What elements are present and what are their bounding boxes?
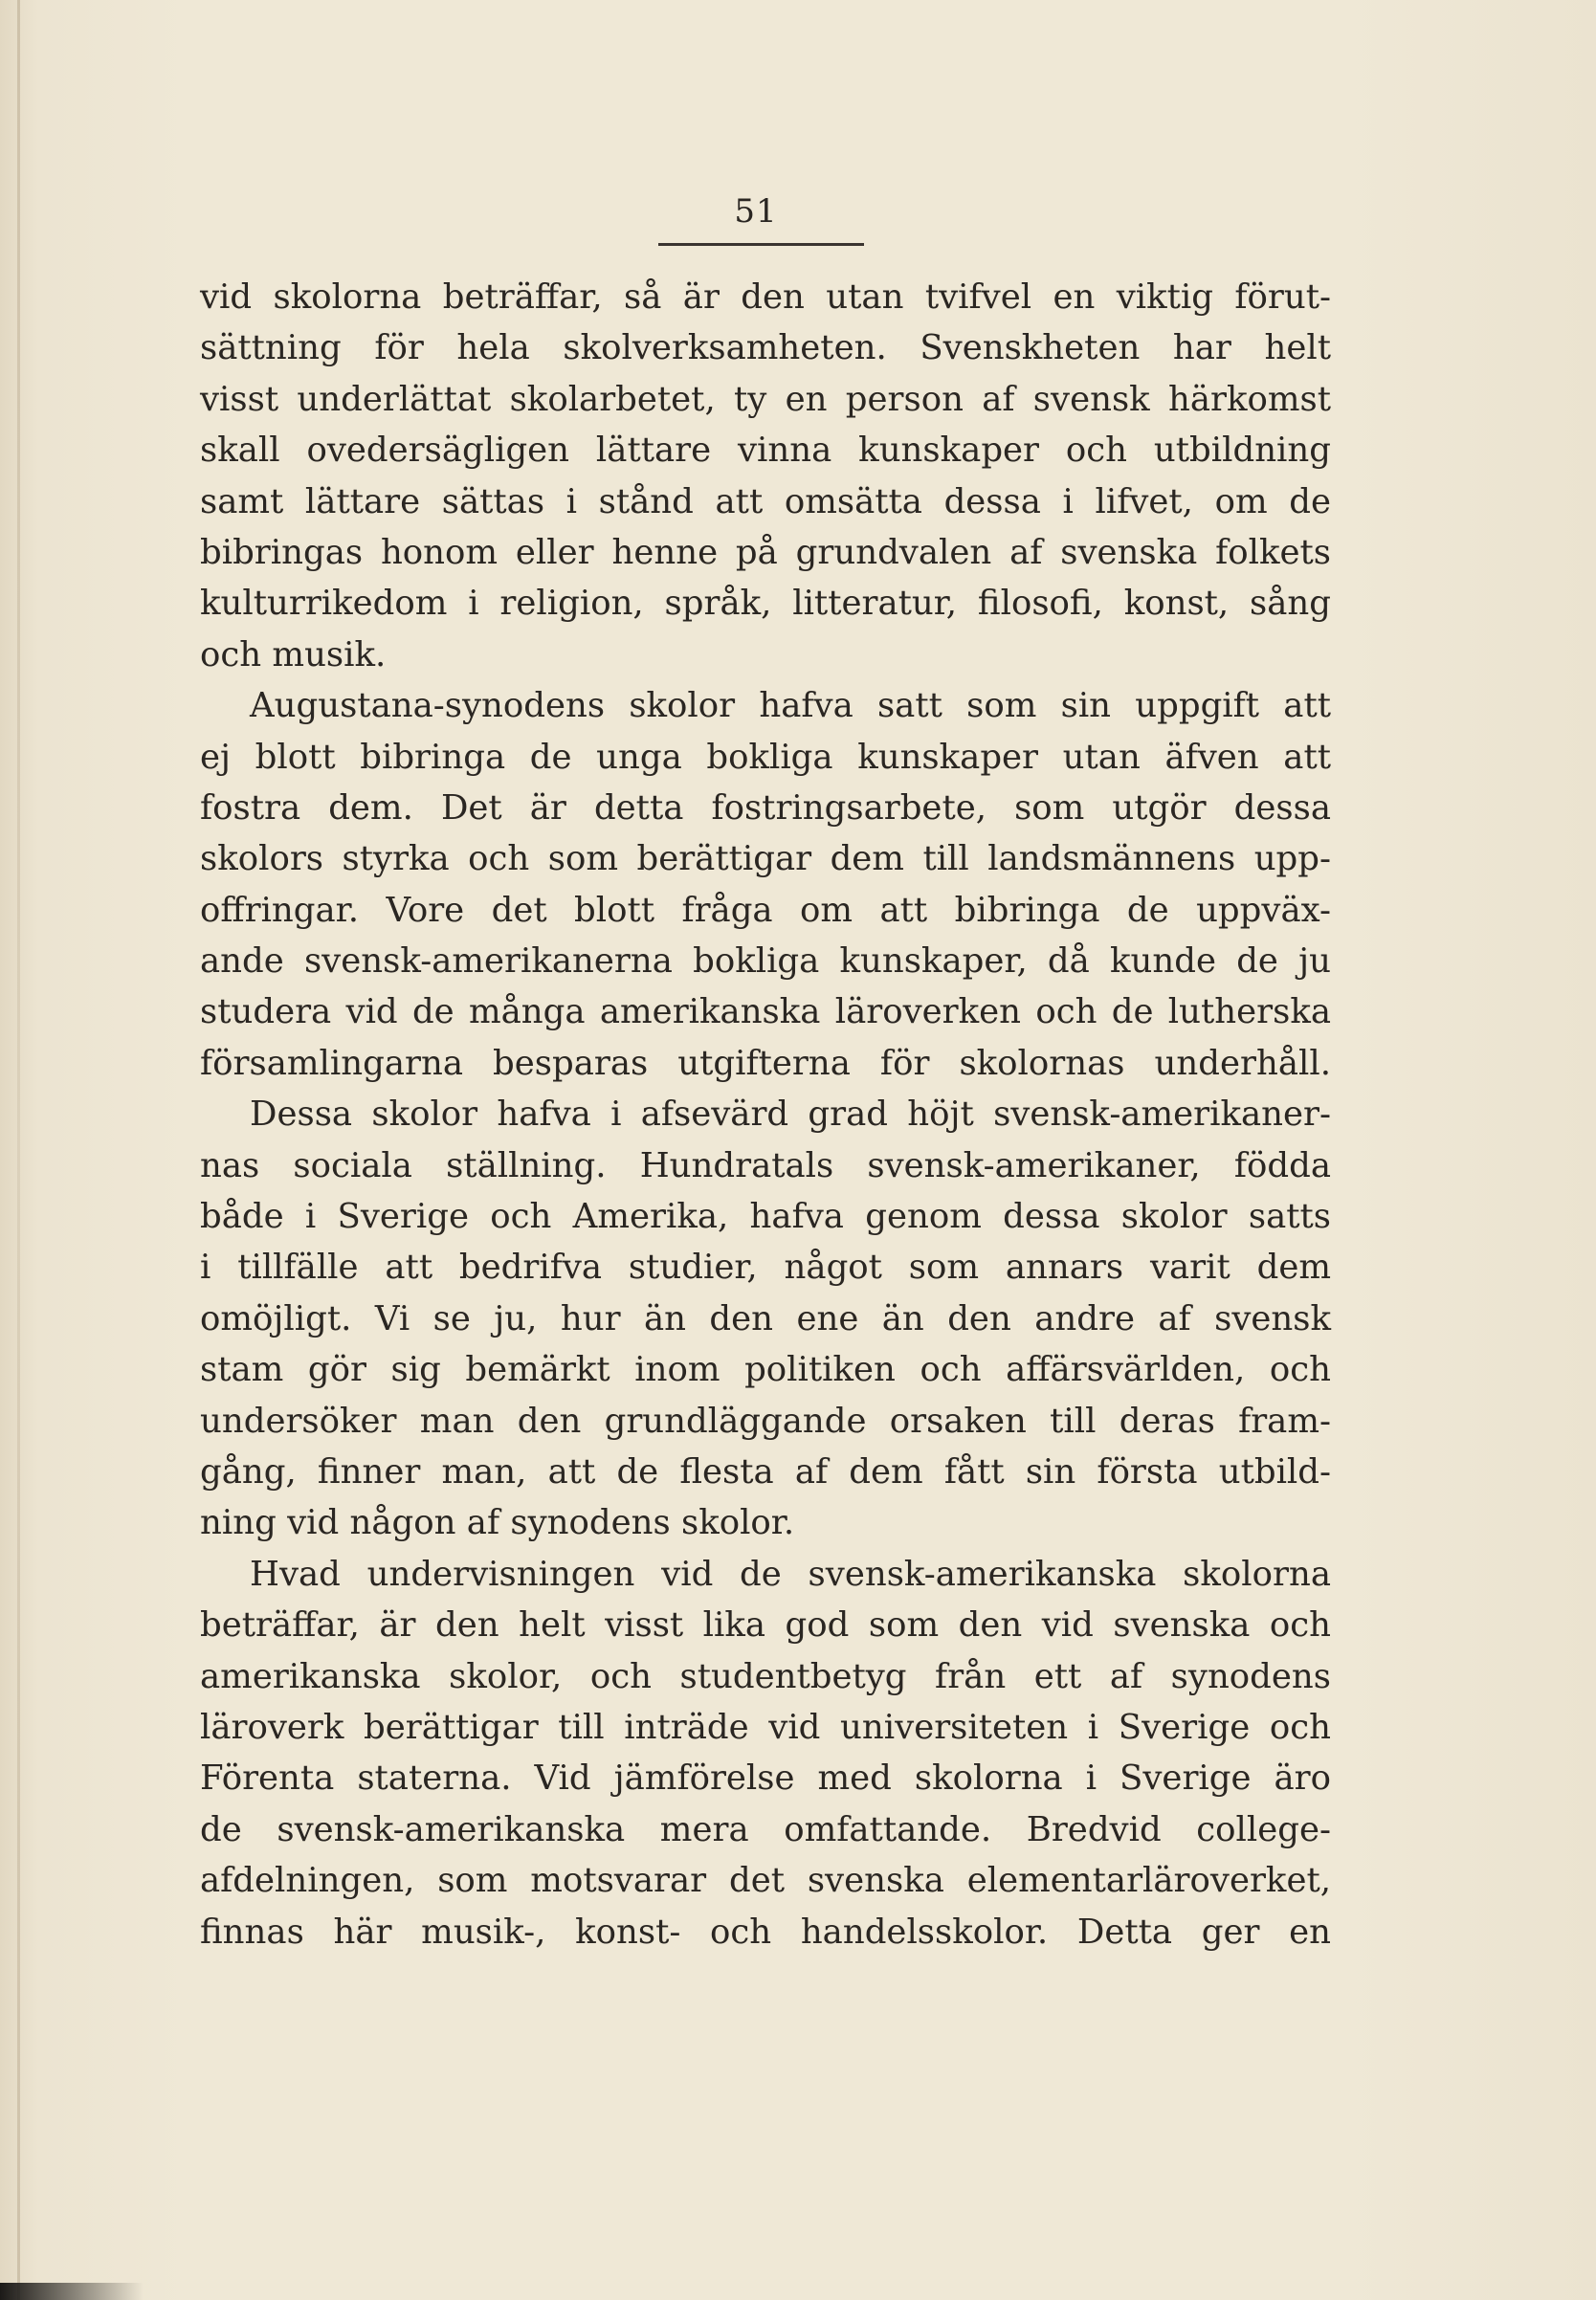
text-line: kulturrikedom i religion, språk, litteratur, filosofi, konst, sång [200, 584, 1331, 624]
text-line: de svensk-amerikanska mera omfattande. Bredvid college- [200, 1809, 1331, 1849]
scan-edge-mark [0, 2283, 144, 2300]
text-line: vid skolorna beträffar, så är den utan tvifvel en viktig förut- [200, 277, 1331, 317]
text-line: församlingarna besparas utgifterna för skolornas underhåll. [200, 1043, 1331, 1083]
text-line: fostra dem. Det är detta fostringsarbete, som utgör dessa [200, 787, 1331, 828]
binding-gutter [17, 0, 20, 2300]
text-line: ande svensk-amerikanerna bokliga kunskaper, då kunde de ju [200, 941, 1331, 982]
text-line: nas sociala ställning. Hundratals svensk-amerikaner, födda [200, 1145, 1331, 1185]
body-text [200, 272, 1331, 1957]
text-line: stam gör sig bemärkt inom politiken och affärsvärlden, och [200, 1350, 1331, 1390]
text-line: gång, finner man, att de flesta af dem fått sin första utbild- [200, 1451, 1331, 1492]
text-line: undersöker man den grundläggande orsaken till deras fram- [200, 1401, 1331, 1441]
text-line: Augustana-synodens skolor hafva satt som sin uppgift att [250, 686, 1331, 726]
text-line: bibringas honom eller henne på grundvalen af svenska folkets [200, 532, 1331, 572]
text-line: amerikanska skolor, och studentbetyg från ett af synodens [200, 1656, 1331, 1696]
text-line: Dessa skolor hafva i afsevärd grad höjt svensk-amerikaner- [250, 1095, 1331, 1135]
text-line: beträffar, är den helt visst lika god som den vid svenska och [200, 1605, 1331, 1646]
text-line: Förenta staterna. Vid jämförelse med skolorna i Sverige äro [200, 1758, 1331, 1799]
page-number: 51 [734, 192, 778, 231]
text-line: i tillfälle att bedrifva studier, något som annars varit dem [200, 1248, 1331, 1288]
text-line: skall ovedersägligen lättare vinna kunskaper och utbildning [200, 431, 1331, 471]
text-line: både i Sverige och Amerika, hafva genom dessa skolor satts [200, 1197, 1331, 1237]
text-line: ning vid någon af synodens skolor. [200, 1503, 795, 1543]
text-line: omöjligt. Vi se ju, hur än den ene än den andre af svensk [200, 1298, 1331, 1338]
text-line: läroverk berättigar till inträde vid universiteten i Sverige och [200, 1707, 1331, 1747]
text-line: skolors styrka och som berättigar dem till landsmännens upp- [200, 839, 1331, 879]
text-line: afdelningen, som motsvarar det svenska elementarläroverket, [200, 1861, 1331, 1901]
text-line: offringar. Vore det blott fråga om att bibringa de uppväx- [200, 890, 1331, 930]
text-line: finnas här musik-, konst- och handelsskolor. Detta ger en [200, 1912, 1331, 1952]
text-line: visst underlättat skolarbetet, ty en person af svensk härkomst [200, 379, 1331, 419]
text-line: och musik. [200, 634, 387, 675]
text-line: samt lättare sättas i stånd att omsätta dessa i lifvet, om de [200, 481, 1331, 521]
header-rule [658, 243, 864, 246]
text-line: studera vid de många amerikanska läroverken och de lutherska [200, 992, 1331, 1032]
text-line: ej blott bibringa de unga bokliga kunskaper utan äfven att [200, 737, 1331, 777]
text-line: sättning för hela skolverksamheten. Svenskheten har helt [200, 328, 1331, 368]
text-line: Hvad undervisningen vid de svensk-amerikanska skolorna [250, 1554, 1331, 1594]
